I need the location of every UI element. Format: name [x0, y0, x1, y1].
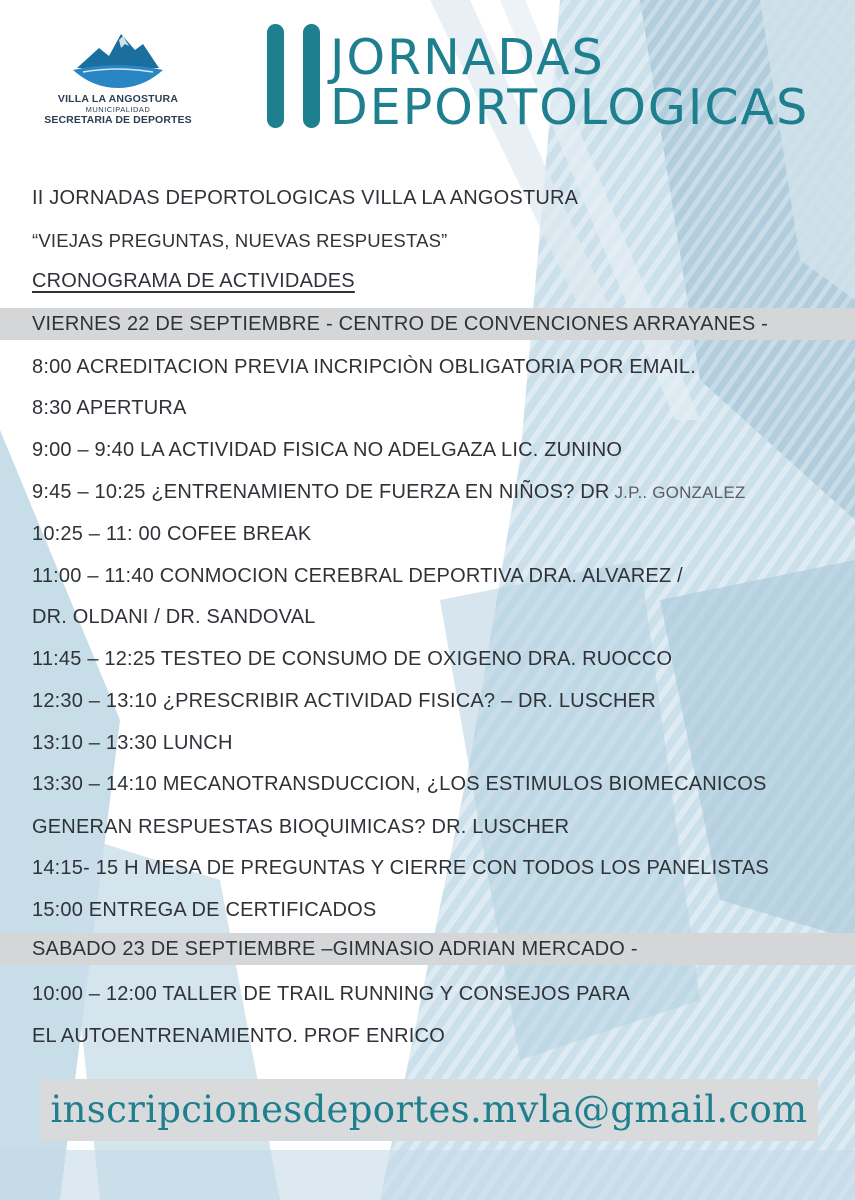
roman-numeral-bar-2 [303, 24, 320, 128]
day2-header: SABADO 23 DE SEPTIEMBRE –GIMNASIO ADRIAN MERCADO - [32, 938, 638, 960]
logo-municipality: MUNICIPALIDAD [85, 105, 151, 114]
list-item: 11:00 – 11:40 CONMOCION CEREBRAL DEPORTIVA DRA. ALVAREZ / [32, 565, 683, 587]
day2-header-band [0, 933, 855, 965]
title-jornadas: JORNADAS [330, 29, 605, 86]
list-item: GENERAN RESPUESTAS BIOQUIMICAS? DR. LUSCHER [32, 816, 570, 838]
event-subtitle: “VIEJAS PREGUNTAS, NUEVAS RESPUESTAS” [32, 230, 448, 251]
list-item: EL AUTOENTRENAMIENTO. PROF ENRICO [32, 1025, 445, 1047]
list-item-main: 9:45 – 10:25 ¿ENTRENAMIENTO DE FUERZA EN NIÑOS? DR [32, 481, 610, 503]
list-item [32, 479, 745, 506]
list-item: 14:15- 15 H MESA DE PREGUNTAS Y CIERRE CON TODOS LOS PANELISTAS [32, 857, 769, 879]
event-heading: II JORNADAS DEPORTOLOGICAS VILLA LA ANGOSTURA [32, 187, 579, 209]
list-item: 11:45 – 12:25 TESTEO DE CONSUMO DE OXIGENO DRA. RUOCCO [32, 648, 673, 670]
list-item-speaker: J.P.. GONZALEZ [609, 483, 746, 502]
list-item: 12:30 – 13:10 ¿PRESCRIBIR ACTIVIDAD FISICA? – DR. LUSCHER [32, 690, 656, 712]
logo-city-name: VILLA LA ANGOSTURA [57, 93, 179, 105]
email-banner [40, 1079, 818, 1141]
logo-secretary: SECRETARIA DE DEPORTES [44, 114, 192, 126]
list-item: 8:30 APERTURA [32, 397, 187, 419]
title-deportologicas: DEPORTOLOGICAS [330, 79, 810, 136]
day1-header-band [0, 308, 855, 340]
list-item: DR. OLDANI / DR. SANDOVAL [32, 606, 316, 628]
list-item: 15:00 ENTREGA DE CERTIFICADOS [32, 899, 377, 921]
list-item: 9:00 – 9:40 LA ACTIVIDAD FISICA NO ADELGAZA LIC. ZUNINO [32, 439, 623, 461]
roman-numeral-bar-1 [267, 24, 284, 128]
registration-email[interactable]: inscripcionesdeportes.mvla@gmail.com [50, 1088, 808, 1131]
list-item: 8:00 ACREDITACION PREVIA INCRIPCIÒN OBLIGATORIA POR EMAIL. [32, 356, 696, 378]
day1-header: VIERNES 22 DE SEPTIEMBRE - CENTRO DE CONVENCIONES ARRAYANES - [32, 313, 769, 335]
schedule-heading: CRONOGRAMA DE ACTIVIDADES [32, 270, 355, 292]
list-item: 10:25 – 11: 00 COFEE BREAK [32, 523, 312, 545]
list-item: 13:30 – 14:10 MECANOTRANSDUCCION, ¿LOS ESTIMULOS BIOMECANICOS [32, 773, 767, 795]
mountain-logo-icon [73, 30, 163, 92]
list-item: 13:10 – 13:30 LUNCH [32, 732, 233, 754]
municipality-logo [38, 30, 198, 135]
list-item: 10:00 – 12:00 TALLER DE TRAIL RUNNING Y CONSEJOS PARA [32, 983, 630, 1005]
